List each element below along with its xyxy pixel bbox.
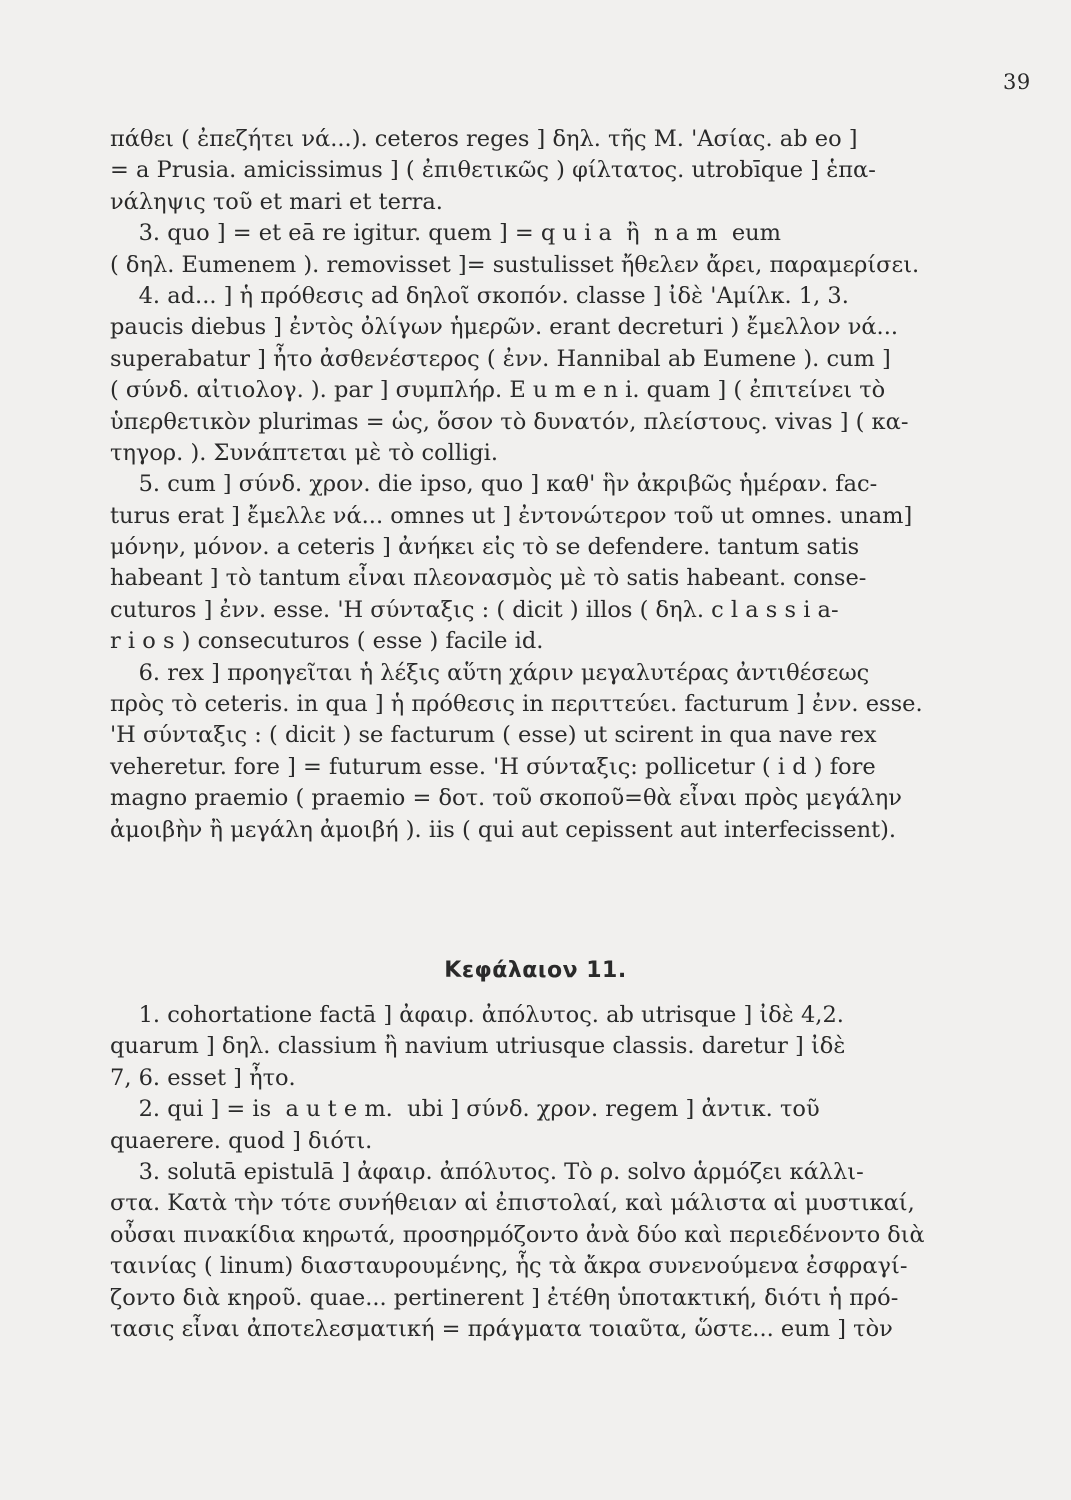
text-line: στα. Κατὰ τὴν τότε συνήθειαν αἱ ἐπιστολαί, καὶ μάλιστα αἱ μυστικαί, [110, 1190, 915, 1217]
text-line: τηγορ. ). Συνάπτεται μὲ τὸ colligi. [110, 439, 498, 466]
chapter-heading: Κεφάλαιον 11. [444, 958, 627, 983]
text-line: πρὸς τὸ ceteris. in qua ] ἡ πρόθεσις in περιττεύει. facturum ] ἐνν. esse. [110, 691, 923, 718]
text-line: magno praemio ( praemio = δοτ. τοῦ σκοποῦ=θὰ εἶναι πρὸς μεγάλην [110, 785, 902, 812]
commentary-section-11 [110, 1000, 925, 1345]
page-number: 39 [1003, 70, 1031, 94]
text-line: = a Prusia. amicissimus ] ( ἐπιθετικῶς ) φίλτατος. utrobīque ] ἑπα- [110, 157, 876, 184]
text-line: cuturos ] ἐνν. esse. 'Η σύνταξις : ( dicit ) illos ( δηλ. c l a s s i a- [110, 596, 839, 623]
text-line: 6. rex ] προηγεῖται ἡ λέξις αὕτη χάριν μεγαλυτέρας ἀντιθέσεως [110, 659, 870, 686]
text-line: πάθει ( ἐπεζήτει νά...). ceteros reges ] δηλ. τῆς Μ. 'Ασίας. ab eo ] [110, 126, 858, 152]
text-line: paucis diebus ] ἐντὸς ὀλίγων ἡμερῶν. erant decreturi ) ἔμελλον νά... [110, 314, 899, 341]
text-line: superabatur ] ἦτο ἀσθενέστερος ( ἐνν. Hannibal ab Eumene ). cum ] [110, 345, 891, 372]
text-line: habeant ] τὸ tantum εἶναι πλεονασμὸς μὲ τὸ satis habeant. conse- [110, 565, 867, 592]
text-line: 3. solutā epistulā ] ἀφαιρ. ἀπόλυτος. Τὸ ρ. solvo ἁρμόζει κάλλι- [110, 1158, 864, 1185]
text-line: ( δηλ. Eumenem ). removisset ]= sustulisset ἤθελεν ἄρει, παραμερίσει. [110, 251, 920, 278]
text-line: 2. qui ] = is a u t e m. ubi ] σύνδ. χρον. regem ] ἀντικ. τοῦ [110, 1096, 820, 1123]
commentary-section-10 [110, 124, 921, 846]
text-line: μόνην, μόνον. a ceteris ] ἀνήκει εἰς τὸ se defendere. tantum satis [110, 534, 860, 561]
text-line: ὑπερθετικὸν plurimas = ὡς, ὅσον τὸ δυνατόν, πλείστους. vivas ] ( κα- [110, 408, 909, 435]
text-line: 5. cum ] σύνδ. χρον. die ipso, quo ] καθ' ἣν ἀκριβῶς ἡμέραν. fac- [110, 471, 878, 498]
text-line: r i o s ) consecuturos ( esse ) facile id. [110, 628, 544, 655]
text-line: 7, 6. esset ] ἦτο. [110, 1064, 296, 1091]
text-line: 'Η σύνταξις : ( dicit ) se facturum ( esse) ut scirent in qua nave rex [110, 722, 877, 749]
text-line: νάληψις τοῦ et mari et terra. [110, 188, 443, 215]
text-line: veheretur. fore ] = futurum esse. 'Η σύνταξις: pollicetur ( i d ) fore [110, 753, 876, 780]
text-line: turus erat ] ἔμελλε νά... omnes ut ] ἐντονώτερον τοῦ ut omnes. unam] [110, 502, 913, 529]
text-line: ζοντο διὰ κηροῦ. quae... pertinerent ] ἐτέθη ὑποτακτική, διότι ἡ πρό- [110, 1284, 899, 1311]
text-line: τασις εἶναι ἀποτελεσματική = πράγματα τοιαῦτα, ὥστε... eum ] τὸν [110, 1315, 893, 1342]
text-line: ταινίας ( linum) διασταυρουμένης, ἧς τὰ ἄκρα συνενούμενα ἐσφραγί- [110, 1253, 908, 1280]
text-line: 1. cohortatione factā ] ἀφαιρ. ἀπόλυτος. ab utrisque ] ἰδὲ 4,2. [110, 1002, 844, 1028]
text-line: 3. quo ] = et eā re igitur. quem ] = q u i a ἢ n a m eum [110, 220, 781, 247]
text-line: quaerere. quod ] διότι. [110, 1127, 373, 1154]
text-line: ( σύνδ. αἰτιολογ. ). par ] συμπλήρ. E u m e n i. quam ] ( ἐπιτείνει τὸ [110, 377, 886, 404]
text-line: οὖσαι πινακίδια κηρωτά, προσηρμόζοντο ἀνὰ δύο καὶ περιεδένοντο διὰ [110, 1221, 925, 1248]
text-line: quarum ] δηλ. classium ἢ navium utriusque classis. daretur ] ἰδὲ [110, 1033, 846, 1060]
text-line: ἀμοιβὴν ἢ μεγάλη ἀμοιβή ). iis ( qui aut cepissent aut interfecissent). [110, 816, 897, 843]
text-line: 4. ad... ] ἡ πρόθεσις ad δηλοῖ σκοπόν. classe ] ἰδὲ 'Αμίλκ. 1, 3. [110, 282, 849, 309]
